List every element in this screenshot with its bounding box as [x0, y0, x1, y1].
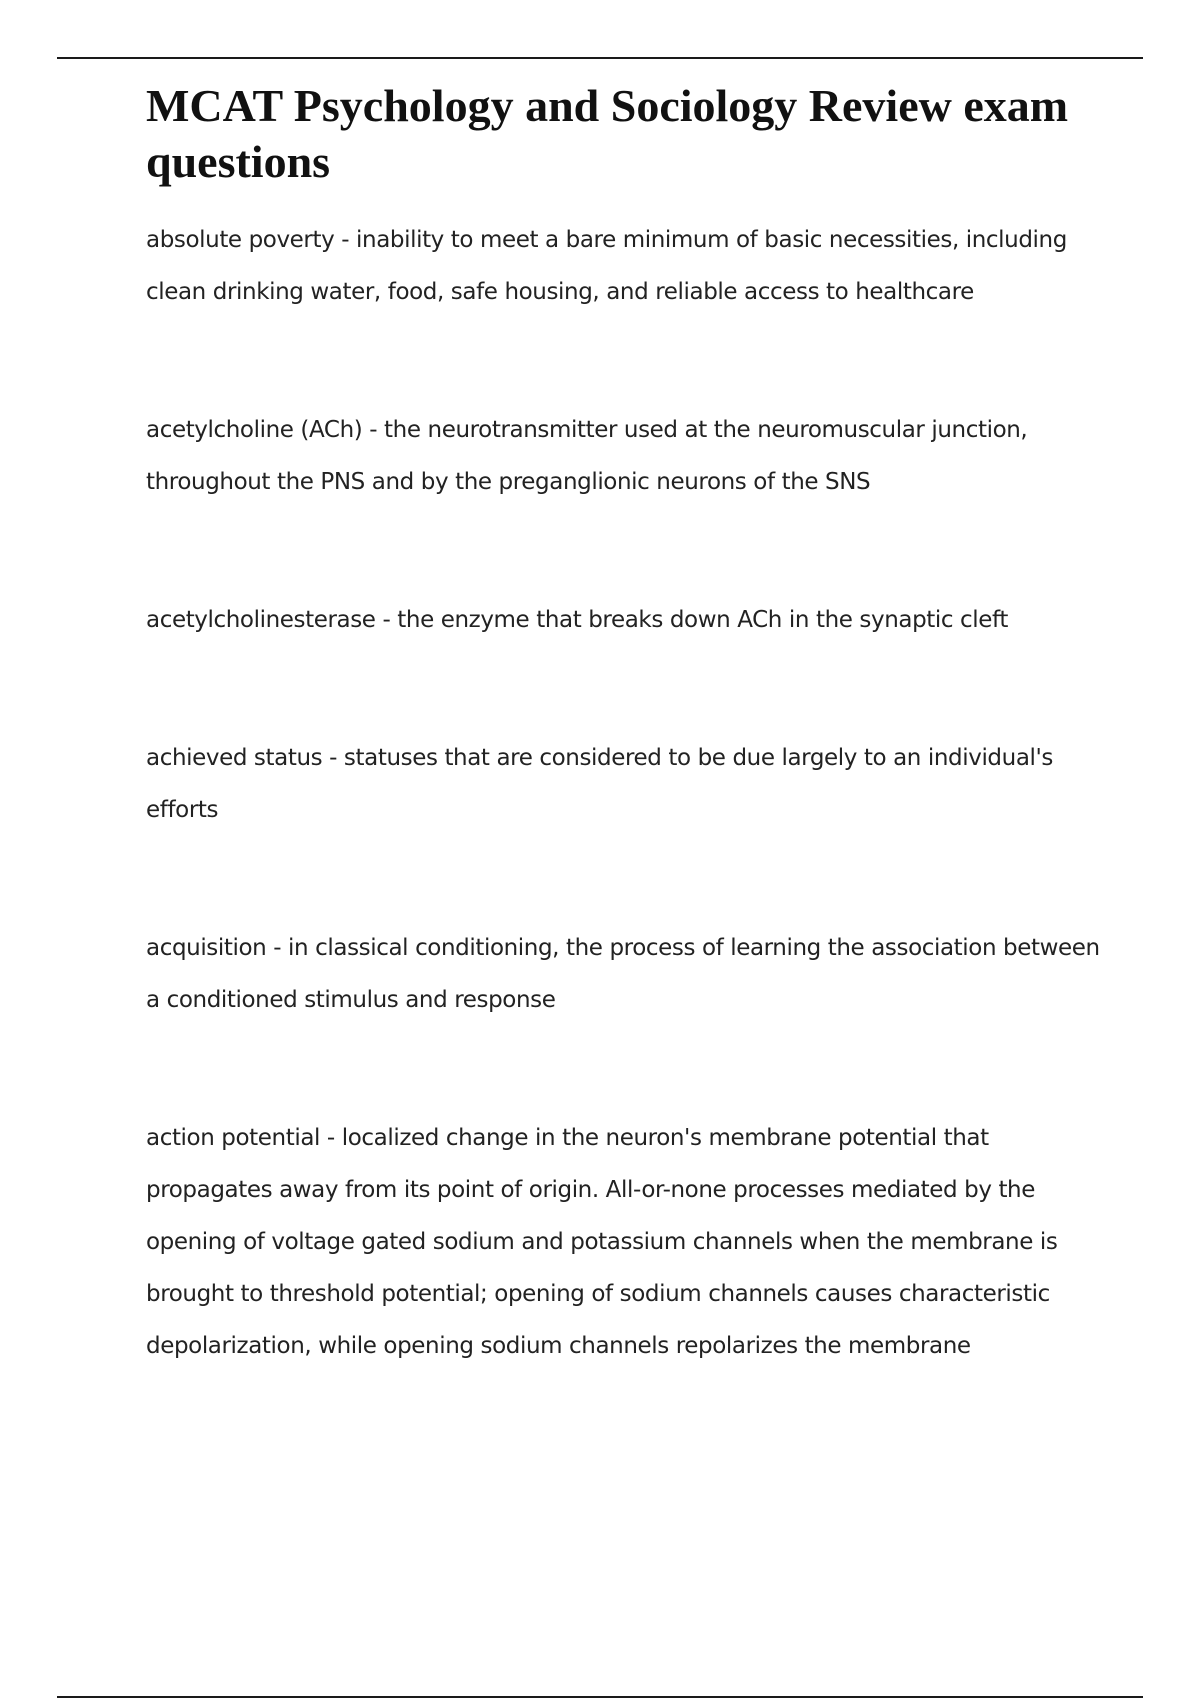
- glossary-entry-acetylcholine: acetylcholine (ACh) - the neurotransmitter used at the neuromuscular junction, throughout the PNS and by the preganglionic neurons of the SNS: [146, 417, 1028, 495]
- glossary-entry-action-potential: action potential - localized change in the neuron's membrane potential that propagates away from its point of origin. All-or-none processes mediated by the opening of voltage gated sodium and potassium channels when the membrane is brought to threshold potential; opening of sodium channels causes characteristic depolarization, while opening sodium channels repolarizes the membrane: [146, 1125, 1058, 1359]
- glossary-entry-acetylcholinesterase: acetylcholinesterase - the enzyme that breaks down ACh in the synaptic cleft: [146, 607, 1008, 633]
- glossary-entry-absolute-poverty: absolute poverty - inability to meet a bare minimum of basic necessities, including clean drinking water, food, safe housing, and reliable access to healthcare: [146, 227, 1067, 305]
- glossary-list: [146, 214, 1106, 1372]
- top-rule: [57, 57, 1143, 59]
- document-body: [146, 70, 1106, 1458]
- glossary-entry-achieved-status: achieved status - statuses that are considered to be due largely to an individual's efforts: [146, 745, 1054, 823]
- glossary-entry-acquisition: acquisition - in classical conditioning, the process of learning the association between a conditioned stimulus and response: [146, 935, 1100, 1013]
- bottom-rule: [57, 1696, 1143, 1698]
- document-title: MCAT Psychology and Sociology Review exam questions: [146, 80, 1069, 187]
